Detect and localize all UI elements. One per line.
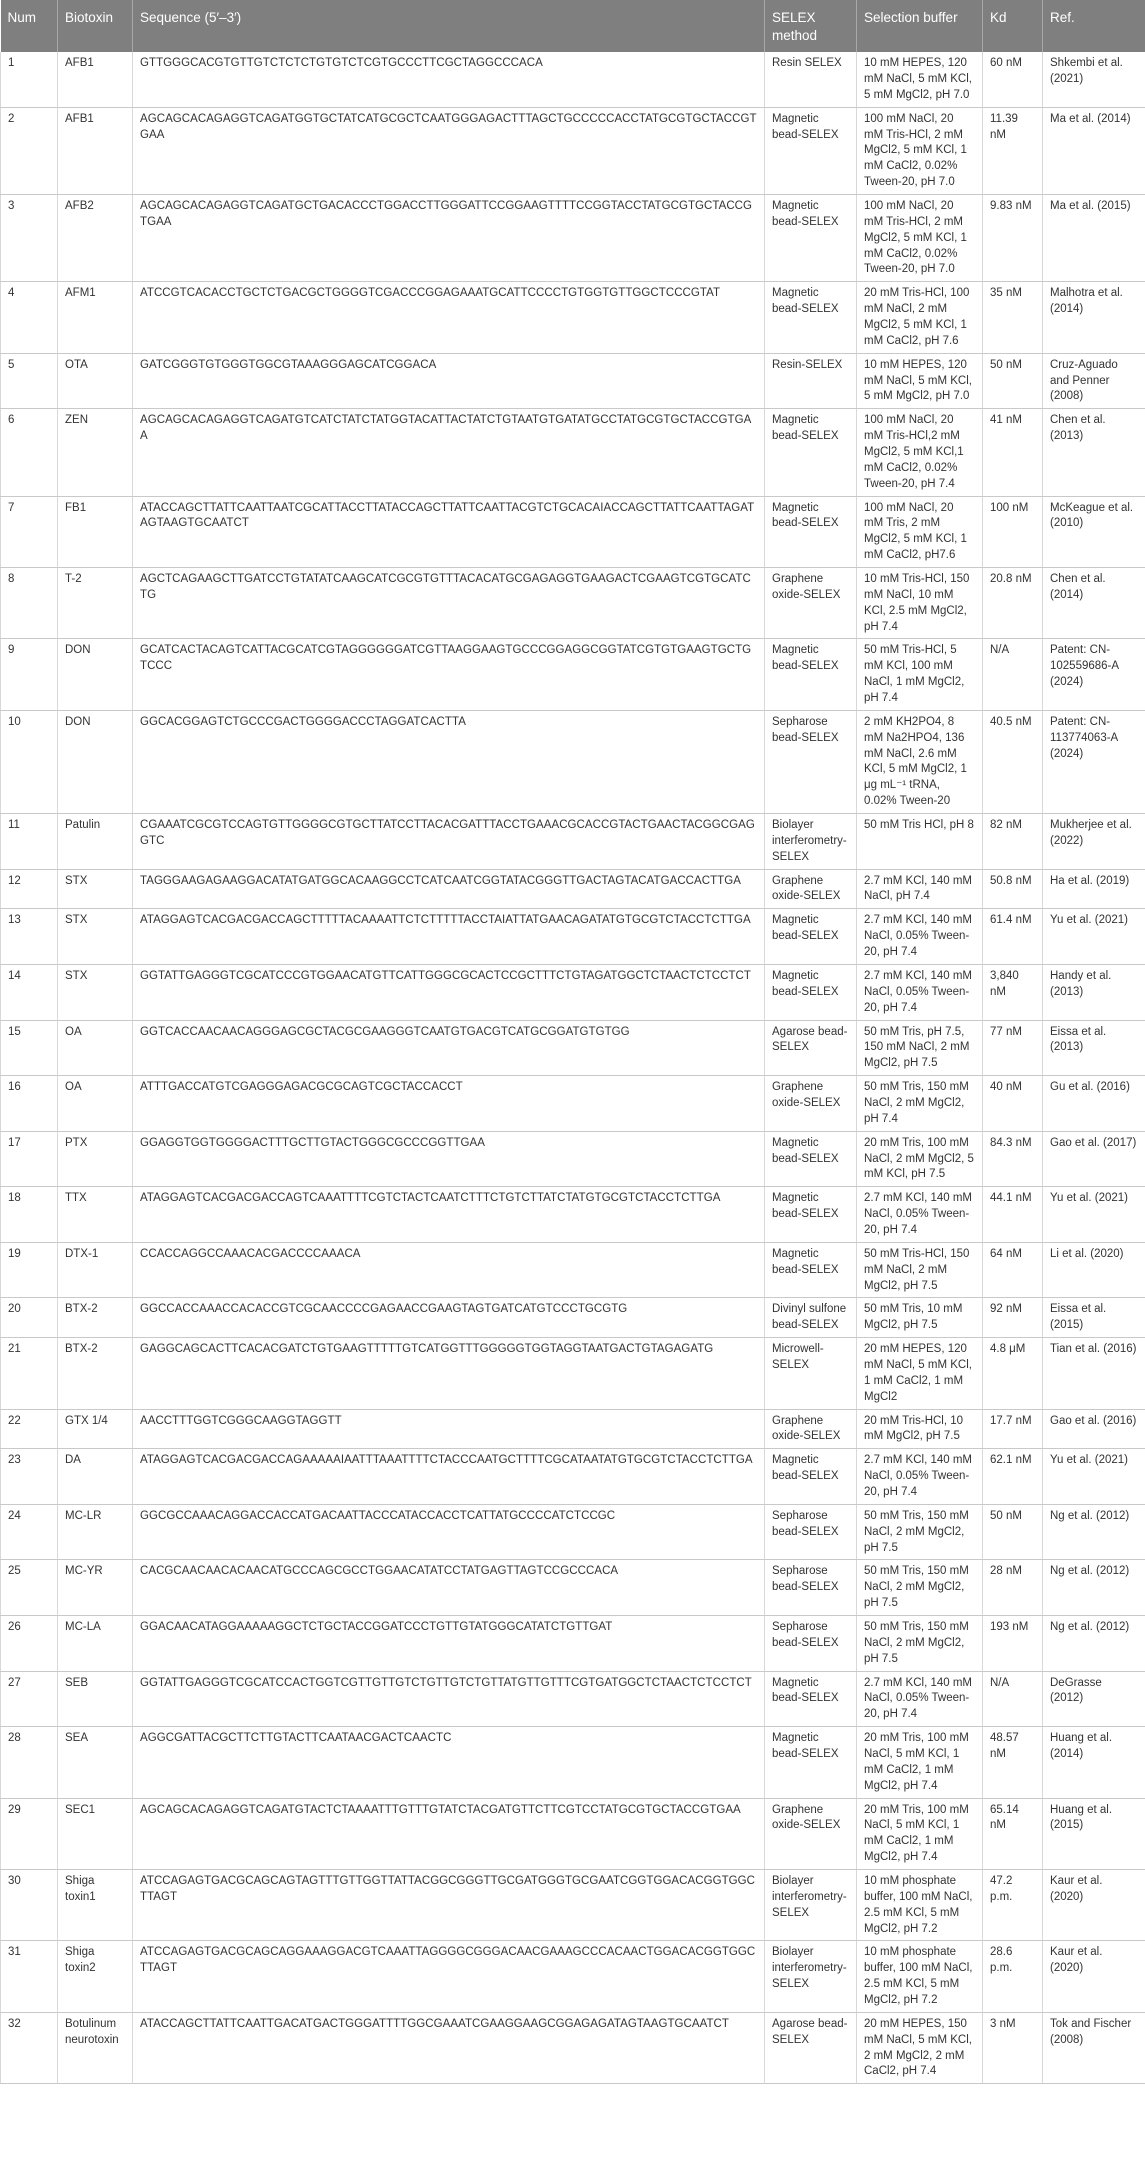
cell-biotoxin: DA xyxy=(58,1449,133,1505)
cell-sequence: GTTGGGCACGTGTTGTCTCTCTGTGTCTCGTGCCCTTCGCTAGGCCCACA xyxy=(133,52,765,107)
cell-ref: Ma et al. (2015) xyxy=(1043,194,1145,281)
cell-sequence: TAGGGAAGAGAAGGACATATGATGGCACAAGGCCTCATCAATCGGTATACGGGTTGACTAGTACATGACCACTTGA xyxy=(133,869,765,909)
cell-sequence: GGTCACCAACAACAGGGAGCGCTACGCGAAGGGTCAATGTGACGTCATGCGGATGTGTGG xyxy=(133,1020,765,1076)
cell-ref: Ng et al. (2012) xyxy=(1043,1504,1145,1560)
cell-kd: 40.5 nM xyxy=(983,710,1043,813)
cell-selection-buffer: 2.7 mM KCl, 140 mM NaCl, 0.05% Tween-20, pH 7.4 xyxy=(857,1187,983,1243)
cell-kd: 65.14 nM xyxy=(983,1798,1043,1869)
header-biotoxin: Biotoxin xyxy=(58,0,133,52)
cell-kd: 28 nM xyxy=(983,1560,1043,1616)
table-header xyxy=(1,0,1145,52)
table-row xyxy=(1,814,1145,870)
cell-biotoxin: PTX xyxy=(58,1131,133,1187)
cell-kd: 61.4 nM xyxy=(983,909,1043,965)
cell-biotoxin: STX xyxy=(58,909,133,965)
cell-ref: Eissa et al. (2013) xyxy=(1043,1020,1145,1076)
table-row xyxy=(1,2012,1145,2083)
cell-ref: Kaur et al. (2020) xyxy=(1043,1941,1145,2012)
cell-num: 18 xyxy=(1,1187,58,1243)
cell-num: 32 xyxy=(1,2012,58,2083)
cell-sequence: AACCTTTGGTCGGGCAAGGTAGGTT xyxy=(133,1409,765,1449)
cell-sequence: ATTTGACCATGTCGAGGGAGACGCGCAGTCGCTACCACCT xyxy=(133,1076,765,1132)
cell-sequence: ATCCAGAGTGACGCAGCAGTAGTTTGTTGGTTATTACGGCGGGTTGCGATGGGTGCGAATCGGTGGACACGGTGGCTTAGT xyxy=(133,1870,765,1941)
cell-num: 29 xyxy=(1,1798,58,1869)
cell-sequence: GGACAACATAGGAAAAAGGCTCTGCTACCGGATCCCTGTTGTATGGGCATATCTGTTGAT xyxy=(133,1616,765,1672)
cell-selex-method: Magnetic bead-SELEX xyxy=(765,1187,857,1243)
cell-num: 19 xyxy=(1,1242,58,1298)
cell-sequence: GGCGCCAAACAGGACCACCATGACAATTACCCATACCACCTCATTATGCCCCATCTCCGC xyxy=(133,1504,765,1560)
cell-sequence: GCATCACTACAGTCATTACGCATCGTAGGGGGGATCGTTAAGGAAGTGCCCGGAGGCGGTATCGTGTGAAGTGCTGTCCC xyxy=(133,639,765,710)
cell-selection-buffer: 20 mM Tris, 100 mM NaCl, 2 mM MgCl2, 5 mM KCl, pH 7.5 xyxy=(857,1131,983,1187)
table-row xyxy=(1,1671,1145,1727)
cell-ref: Cruz-Aguado and Penner (2008) xyxy=(1043,353,1145,409)
cell-ref: Chen et al. (2014) xyxy=(1043,568,1145,639)
cell-ref: Ng et al. (2012) xyxy=(1043,1616,1145,1672)
header-ref: Ref. xyxy=(1043,0,1145,52)
table-row xyxy=(1,1449,1145,1505)
table-row xyxy=(1,568,1145,639)
table-row xyxy=(1,1560,1145,1616)
cell-kd: N/A xyxy=(983,1671,1043,1727)
cell-ref: Gao et al. (2017) xyxy=(1043,1131,1145,1187)
cell-selection-buffer: 10 mM phosphate buffer, 100 mM NaCl, 2.5 mM KCl, 5 mM MgCl2, pH 7.2 xyxy=(857,1870,983,1941)
cell-sequence: CGAAATCGCGTCCAGTGTTGGGGCGTGCTTATCCTTACACGATTTACCTGAAACGCACCGTACTGAACTACGGCGAGGTC xyxy=(133,814,765,870)
cell-num: 16 xyxy=(1,1076,58,1132)
cell-ref: Gu et al. (2016) xyxy=(1043,1076,1145,1132)
cell-kd: 64 nM xyxy=(983,1242,1043,1298)
cell-ref: Huang et al. (2014) xyxy=(1043,1727,1145,1798)
cell-sequence: AGCAGCACAGAGGTCAGATGCTGACACCCTGGACCTTGGGATTCCGGAAGTTTTCCGGTACCTATGCGTGCTACCGTGAA xyxy=(133,194,765,281)
cell-selection-buffer: 100 mM NaCl, 20 mM Tris-HCl,2 mM MgCl2, 5 mM KCl,1 mM CaCl2, 0.02% Tween-20, pH 7.4 xyxy=(857,409,983,496)
cell-biotoxin: AFM1 xyxy=(58,282,133,353)
cell-num: 26 xyxy=(1,1616,58,1672)
cell-selex-method: Magnetic bead-SELEX xyxy=(765,496,857,567)
cell-selection-buffer: 10 mM HEPES, 120 mM NaCl, 5 mM KCl, 5 mM MgCl2, pH 7.0 xyxy=(857,52,983,107)
cell-selex-method: Magnetic bead-SELEX xyxy=(765,1131,857,1187)
cell-biotoxin: STX xyxy=(58,869,133,909)
cell-selex-method: Magnetic bead-SELEX xyxy=(765,639,857,710)
cell-sequence: GGCCACCAAACCACACCGTCGCAACCCCGAGAACCGAAGTAGTGATCATGTCCCTGCGTG xyxy=(133,1298,765,1338)
cell-num: 21 xyxy=(1,1338,58,1409)
cell-selection-buffer: 20 mM Tris, 100 mM NaCl, 5 mM KCl, 1 mM CaCl2, 1 mM MgCl2, pH 7.4 xyxy=(857,1798,983,1869)
cell-kd: 50 nM xyxy=(983,1504,1043,1560)
cell-sequence: GGCACGGAGTCTGCCCGACTGGGGACCCTAGGATCACTTA xyxy=(133,710,765,813)
cell-sequence: GGTATTGAGGGTCGCATCCACTGGTCGTTGTTGTCTGTTGTCTGTTATGTTGTTTCGTGATGGCTCTAACTCTCCTCT xyxy=(133,1671,765,1727)
cell-selex-method: Graphene oxide-SELEX xyxy=(765,869,857,909)
cell-biotoxin: Shiga toxin1 xyxy=(58,1870,133,1941)
cell-ref: Kaur et al. (2020) xyxy=(1043,1870,1145,1941)
cell-biotoxin: OA xyxy=(58,1076,133,1132)
cell-selex-method: Sepharose bead-SELEX xyxy=(765,710,857,813)
table-row xyxy=(1,1020,1145,1076)
cell-selection-buffer: 50 mM Tris HCl, pH 8 xyxy=(857,814,983,870)
cell-selex-method: Magnetic bead-SELEX xyxy=(765,1727,857,1798)
table-row xyxy=(1,52,1145,107)
table-row xyxy=(1,710,1145,813)
cell-biotoxin: DON xyxy=(58,710,133,813)
cell-num: 30 xyxy=(1,1870,58,1941)
header-kd: Kd xyxy=(983,0,1043,52)
cell-selex-method: Magnetic bead-SELEX xyxy=(765,1449,857,1505)
cell-selection-buffer: 50 mM Tris-HCl, 150 mM NaCl, 2 mM MgCl2, pH 7.5 xyxy=(857,1242,983,1298)
cell-kd: 48.57 nM xyxy=(983,1727,1043,1798)
cell-ref: Shkembi et al. (2021) xyxy=(1043,52,1145,107)
cell-selection-buffer: 20 mM HEPES, 120 mM NaCl, 5 mM KCl, 1 mM CaCl2, 1 mM MgCl2 xyxy=(857,1338,983,1409)
cell-num: 9 xyxy=(1,639,58,710)
table-row xyxy=(1,1076,1145,1132)
cell-biotoxin: Shiga toxin2 xyxy=(58,1941,133,2012)
cell-sequence: ATACCAGCTTATTCAATTAATCGCATTACCTTATACCAGCTTATTCAATTACGTCTGCACAIACCAGCTTATTCAATTAGATAGTAAGTGCAATCT xyxy=(133,496,765,567)
cell-kd: 84.3 nM xyxy=(983,1131,1043,1187)
cell-ref: McKeague et al. (2010) xyxy=(1043,496,1145,567)
cell-biotoxin: SEB xyxy=(58,1671,133,1727)
cell-num: 8 xyxy=(1,568,58,639)
cell-selex-method: Biolayer interferometry-SELEX xyxy=(765,814,857,870)
cell-num: 13 xyxy=(1,909,58,965)
cell-biotoxin: BTX-2 xyxy=(58,1338,133,1409)
table-row xyxy=(1,1504,1145,1560)
cell-num: 22 xyxy=(1,1409,58,1449)
cell-biotoxin: STX xyxy=(58,964,133,1020)
cell-biotoxin: OTA xyxy=(58,353,133,409)
cell-sequence: AGCAGCACAGAGGTCAGATGTCATCTATCTATGGTACATTACTATCTGTAATGTGATATGCCTATGCGTGCTACCGTGAA xyxy=(133,409,765,496)
cell-kd: 3,840 nM xyxy=(983,964,1043,1020)
cell-selection-buffer: 50 mM Tris, 10 mM MgCl2, pH 7.5 xyxy=(857,1298,983,1338)
cell-biotoxin: BTX-2 xyxy=(58,1298,133,1338)
cell-kd: 47.2 p.m. xyxy=(983,1870,1043,1941)
cell-kd: 28.6 p.m. xyxy=(983,1941,1043,2012)
cell-selection-buffer: 20 mM Tris, 100 mM NaCl, 5 mM KCl, 1 mM CaCl2, 1 mM MgCl2, pH 7.4 xyxy=(857,1727,983,1798)
cell-sequence: ATACCAGCTTATTCAATTGACATGACTGGGATTTTGGCGAAATCGAAGGAAGCGGAGAGATAGTAAGTGCAATCT xyxy=(133,2012,765,2083)
cell-selection-buffer: 100 mM NaCl, 20 mM Tris-HCl, 2 mM MgCl2, 5 mM KCl, 1 mM CaCl2, 0.02% Tween-20, pH 7.0 xyxy=(857,107,983,194)
cell-selection-buffer: 50 mM Tris, 150 mM NaCl, 2 mM MgCl2, pH 7.5 xyxy=(857,1616,983,1672)
cell-num: 4 xyxy=(1,282,58,353)
cell-selection-buffer: 10 mM HEPES, 120 mM NaCl, 5 mM KCl, 5 mM MgCl2, pH 7.0 xyxy=(857,353,983,409)
header-selection-buffer: Selection buffer xyxy=(857,0,983,52)
cell-biotoxin: TTX xyxy=(58,1187,133,1243)
cell-sequence: GGTATTGAGGGTCGCATCCCGTGGAACATGTTCATTGGGCGCACTCCGCTTTCTGTAGATGGCTCTAACTCTCCTCT xyxy=(133,964,765,1020)
cell-ref: Ha et al. (2019) xyxy=(1043,869,1145,909)
table-row xyxy=(1,1298,1145,1338)
cell-num: 14 xyxy=(1,964,58,1020)
cell-selex-method: Agarose bead-SELEX xyxy=(765,1020,857,1076)
cell-ref: Ng et al. (2012) xyxy=(1043,1560,1145,1616)
cell-sequence: AGCAGCACAGAGGTCAGATGTACTCTAAAATTTGTTTGTATCTACGATGTTCTTCGTCCTATGCGTGCTACCGTGAA xyxy=(133,1798,765,1869)
cell-num: 27 xyxy=(1,1671,58,1727)
cell-biotoxin: AFB2 xyxy=(58,194,133,281)
cell-selection-buffer: 10 mM Tris-HCl, 150 mM NaCl, 10 mM KCl, 2.5 mM MgCl2, pH 7.4 xyxy=(857,568,983,639)
cell-kd: 193 nM xyxy=(983,1616,1043,1672)
table-row xyxy=(1,1941,1145,2012)
cell-ref: Tian et al. (2016) xyxy=(1043,1338,1145,1409)
cell-selection-buffer: 20 mM Tris-HCl, 100 mM NaCl, 2 mM MgCl2, 5 mM KCl, 1 mM CaCl2, pH 7.6 xyxy=(857,282,983,353)
table-row xyxy=(1,1727,1145,1798)
cell-num: 7 xyxy=(1,496,58,567)
cell-selex-method: Biolayer interferometry-SELEX xyxy=(765,1941,857,2012)
cell-biotoxin: DON xyxy=(58,639,133,710)
cell-sequence: GGAGGTGGTGGGGACTTTGCTTGTACTGGGCGCCCGGTTGAA xyxy=(133,1131,765,1187)
cell-selection-buffer: 2.7 mM KCl, 140 mM NaCl, 0.05% Tween-20, pH 7.4 xyxy=(857,964,983,1020)
table-row xyxy=(1,1338,1145,1409)
table-row xyxy=(1,1131,1145,1187)
cell-num: 6 xyxy=(1,409,58,496)
cell-ref: Yu et al. (2021) xyxy=(1043,909,1145,965)
cell-kd: 11.39 nM xyxy=(983,107,1043,194)
cell-selex-method: Graphene oxide-SELEX xyxy=(765,1409,857,1449)
cell-num: 3 xyxy=(1,194,58,281)
cell-kd: 50 nM xyxy=(983,353,1043,409)
cell-selex-method: Sepharose bead-SELEX xyxy=(765,1504,857,1560)
cell-num: 24 xyxy=(1,1504,58,1560)
cell-kd: 35 nM xyxy=(983,282,1043,353)
cell-ref: Malhotra et al. (2014) xyxy=(1043,282,1145,353)
cell-selection-buffer: 100 mM NaCl, 20 mM Tris-HCl, 2 mM MgCl2, 5 mM KCl, 1 mM CaCl2, 0.02% Tween-20, pH 7.0 xyxy=(857,194,983,281)
cell-sequence: ATAGGAGTCACGACGACCAGCTTTTTACAAAATTCTCTTTTTACCTAIATTATGAACAGATATGTGCGTCTACCTCTTGA xyxy=(133,909,765,965)
cell-selex-method: Sepharose bead-SELEX xyxy=(765,1560,857,1616)
cell-selection-buffer: 50 mM Tris, 150 mM NaCl, 2 mM MgCl2, pH 7.4 xyxy=(857,1076,983,1132)
cell-sequence: GATCGGGTGTGGGTGGCGTAAAGGGAGCATCGGACA xyxy=(133,353,765,409)
cell-selection-buffer: 2.7 mM KCl, 140 mM NaCl, 0.05% Tween-20, pH 7.4 xyxy=(857,909,983,965)
cell-selex-method: Graphene oxide-SELEX xyxy=(765,1798,857,1869)
table-row xyxy=(1,194,1145,281)
cell-biotoxin: MC-LA xyxy=(58,1616,133,1672)
cell-ref: Handy et al. (2013) xyxy=(1043,964,1145,1020)
table-row xyxy=(1,409,1145,496)
cell-biotoxin: Patulin xyxy=(58,814,133,870)
cell-biotoxin: ZEN xyxy=(58,409,133,496)
cell-kd: 100 nM xyxy=(983,496,1043,567)
cell-biotoxin: OA xyxy=(58,1020,133,1076)
cell-kd: 4.8 μM xyxy=(983,1338,1043,1409)
table-row xyxy=(1,1409,1145,1449)
cell-selex-method: Magnetic bead-SELEX xyxy=(765,107,857,194)
table-row xyxy=(1,1242,1145,1298)
cell-selex-method: Agarose bead-SELEX xyxy=(765,2012,857,2083)
cell-num: 1 xyxy=(1,52,58,107)
cell-selection-buffer: 20 mM HEPES, 150 mM NaCl, 5 mM KCl, 2 mM MgCl2, 2 mM CaCl2, pH 7.4 xyxy=(857,2012,983,2083)
cell-biotoxin: Botulinum neurotoxin xyxy=(58,2012,133,2083)
cell-selex-method: Sepharose bead-SELEX xyxy=(765,1616,857,1672)
cell-kd: 60 nM xyxy=(983,52,1043,107)
cell-num: 28 xyxy=(1,1727,58,1798)
cell-selex-method: Magnetic bead-SELEX xyxy=(765,1242,857,1298)
table-row xyxy=(1,964,1145,1020)
cell-ref: DeGrasse (2012) xyxy=(1043,1671,1145,1727)
cell-kd: 9.83 nM xyxy=(983,194,1043,281)
cell-sequence: ATAGGAGTCACGACGACCAGAAAAAIAATTTAAATTTTCTACCCAATGCTTTTCGCATAATATGTGCGTCTACCTCTTGA xyxy=(133,1449,765,1505)
cell-biotoxin: T-2 xyxy=(58,568,133,639)
cell-sequence: CACGCAACAACACAACATGCCCAGCGCCTGGAACATATCCTATGAGTTAGTCCGCCCACA xyxy=(133,1560,765,1616)
table-row xyxy=(1,1616,1145,1672)
cell-selex-method: Graphene oxide-SELEX xyxy=(765,568,857,639)
cell-biotoxin: SEA xyxy=(58,1727,133,1798)
cell-kd: N/A xyxy=(983,639,1043,710)
table-row xyxy=(1,282,1145,353)
header-selex-method: SELEX method xyxy=(765,0,857,52)
cell-selection-buffer: 2.7 mM KCl, 140 mM NaCl, 0.05% Tween-20, pH 7.4 xyxy=(857,1671,983,1727)
cell-kd: 20.8 nM xyxy=(983,568,1043,639)
cell-ref: Eissa et al. (2015) xyxy=(1043,1298,1145,1338)
table-row xyxy=(1,639,1145,710)
cell-num: 10 xyxy=(1,710,58,813)
cell-num: 23 xyxy=(1,1449,58,1505)
cell-num: 20 xyxy=(1,1298,58,1338)
cell-ref: Patent: CN-113774063-A (2024) xyxy=(1043,710,1145,813)
cell-selection-buffer: 50 mM Tris, 150 mM NaCl, 2 mM MgCl2, pH 7.5 xyxy=(857,1560,983,1616)
cell-selection-buffer: 100 mM NaCl, 20 mM Tris, 2 mM MgCl2, 5 mM KCl, 1 mM CaCl2, pH7.6 xyxy=(857,496,983,567)
cell-biotoxin: GTX 1/4 xyxy=(58,1409,133,1449)
cell-sequence: CCACCAGGCCAAACACGACCCCAAACA xyxy=(133,1242,765,1298)
table-row xyxy=(1,1870,1145,1941)
cell-ref: Mukherjee et al. (2022) xyxy=(1043,814,1145,870)
cell-biotoxin: DTX-1 xyxy=(58,1242,133,1298)
cell-ref: Huang et al. (2015) xyxy=(1043,1798,1145,1869)
cell-kd: 41 nM xyxy=(983,409,1043,496)
cell-selex-method: Magnetic bead-SELEX xyxy=(765,409,857,496)
cell-ref: Patent: CN-102559686-A (2024) xyxy=(1043,639,1145,710)
cell-num: 5 xyxy=(1,353,58,409)
cell-sequence: ATCCGTCACACCTGCTCTGACGCTGGGGTCGACCCGGAGAAATGCATTCCCCTGTGGTGTTGGCTCCCGTAT xyxy=(133,282,765,353)
cell-selection-buffer: 50 mM Tris, 150 mM NaCl, 2 mM MgCl2, pH 7.5 xyxy=(857,1504,983,1560)
cell-selection-buffer: 20 mM Tris-HCl, 10 mM MgCl2, pH 7.5 xyxy=(857,1409,983,1449)
cell-selection-buffer: 50 mM Tris, pH 7.5, 150 mM NaCl, 2 mM MgCl2, pH 7.5 xyxy=(857,1020,983,1076)
cell-selex-method: Biolayer interferometry-SELEX xyxy=(765,1870,857,1941)
cell-kd: 92 nM xyxy=(983,1298,1043,1338)
cell-ref: Li et al. (2020) xyxy=(1043,1242,1145,1298)
cell-num: 25 xyxy=(1,1560,58,1616)
cell-num: 15 xyxy=(1,1020,58,1076)
cell-biotoxin: MC-YR xyxy=(58,1560,133,1616)
cell-kd: 82 nM xyxy=(983,814,1043,870)
cell-sequence: ATAGGAGTCACGACGACCAGTCAAATTTTCGTCTACTCAATCTTTCTGTCTTATCTATGTGCGTCTACCTCTTGA xyxy=(133,1187,765,1243)
cell-num: 17 xyxy=(1,1131,58,1187)
cell-selex-method: Microwell-SELEX xyxy=(765,1338,857,1409)
table-body xyxy=(1,52,1145,2084)
cell-num: 2 xyxy=(1,107,58,194)
cell-kd: 17.7 nM xyxy=(983,1409,1043,1449)
cell-ref: Ma et al. (2014) xyxy=(1043,107,1145,194)
cell-kd: 77 nM xyxy=(983,1020,1043,1076)
table-row xyxy=(1,107,1145,194)
cell-selex-method: Graphene oxide-SELEX xyxy=(765,1076,857,1132)
table-row xyxy=(1,869,1145,909)
cell-sequence: GAGGCAGCACTTCACACGATCTGTGAAGTTTTTGTCATGGTTTGGGGGTGGTAGGTAATGACTGTAGAGATG xyxy=(133,1338,765,1409)
cell-selection-buffer: 2.7 mM KCl, 140 mM NaCl, pH 7.4 xyxy=(857,869,983,909)
cell-num: 31 xyxy=(1,1941,58,2012)
cell-selection-buffer: 10 mM phosphate buffer, 100 mM NaCl, 2.5 mM KCl, 5 mM MgCl2, pH 7.2 xyxy=(857,1941,983,2012)
cell-selex-method: Divinyl sulfone bead-SELEX xyxy=(765,1298,857,1338)
table-row xyxy=(1,496,1145,567)
cell-sequence: ATCCAGAGTGACGCAGCAGGAAAGGACGTCAAATTAGGGGCGGGACAACGAAAGCCCACAACTGGACACGGTGGCTTAGT xyxy=(133,1941,765,2012)
header-sequence: Sequence (5′–3′) xyxy=(133,0,765,52)
table-row xyxy=(1,1798,1145,1869)
cell-selection-buffer: 2 mM KH2PO4, 8 mM Na2HPO4, 136 mM NaCl, 2.6 mM KCl, 5 mM MgCl2, 1 μg mL⁻¹ tRNA, 0.02% Tween-20 xyxy=(857,710,983,813)
cell-sequence: AGCAGCACAGAGGTCAGATGGTGCTATCATGCGCTCAATGGGAGACTTTAGCTGCCCCCACCTATGCGTGCTACCGTGAA xyxy=(133,107,765,194)
cell-selex-method: Magnetic bead-SELEX xyxy=(765,964,857,1020)
cell-kd: 40 nM xyxy=(983,1076,1043,1132)
cell-biotoxin: AFB1 xyxy=(58,52,133,107)
cell-selex-method: Resin SELEX xyxy=(765,52,857,107)
header-num: Num xyxy=(1,0,58,52)
header-row xyxy=(1,0,1145,52)
cell-ref: Tok and Fischer (2008) xyxy=(1043,2012,1145,2083)
cell-num: 11 xyxy=(1,814,58,870)
cell-num: 12 xyxy=(1,869,58,909)
cell-selex-method: Magnetic bead-SELEX xyxy=(765,1671,857,1727)
cell-selex-method: Magnetic bead-SELEX xyxy=(765,909,857,965)
cell-selex-method: Resin-SELEX xyxy=(765,353,857,409)
cell-kd: 62.1 nM xyxy=(983,1449,1043,1505)
table-row xyxy=(1,353,1145,409)
cell-ref: Yu et al. (2021) xyxy=(1043,1449,1145,1505)
cell-biotoxin: SEC1 xyxy=(58,1798,133,1869)
cell-ref: Chen et al. (2013) xyxy=(1043,409,1145,496)
cell-ref: Yu et al. (2021) xyxy=(1043,1187,1145,1243)
cell-selection-buffer: 2.7 mM KCl, 140 mM NaCl, 0.05% Tween-20, pH 7.4 xyxy=(857,1449,983,1505)
cell-biotoxin: MC-LR xyxy=(58,1504,133,1560)
cell-kd: 3 nM xyxy=(983,2012,1043,2083)
cell-selex-method: Magnetic bead-SELEX xyxy=(765,282,857,353)
table-row xyxy=(1,1187,1145,1243)
table-row xyxy=(1,909,1145,965)
cell-selex-method: Magnetic bead-SELEX xyxy=(765,194,857,281)
cell-biotoxin: FB1 xyxy=(58,496,133,567)
cell-biotoxin: AFB1 xyxy=(58,107,133,194)
cell-sequence: AGGCGATTACGCTTCTTGTACTTCAATAACGACTCAACTC xyxy=(133,1727,765,1798)
cell-selection-buffer: 50 mM Tris-HCl, 5 mM KCl, 100 mM NaCl, 1 mM MgCl2, pH 7.4 xyxy=(857,639,983,710)
cell-kd: 50.8 nM xyxy=(983,869,1043,909)
cell-kd: 44.1 nM xyxy=(983,1187,1043,1243)
cell-ref: Gao et al. (2016) xyxy=(1043,1409,1145,1449)
cell-sequence: AGCTCAGAAGCTTGATCCTGTATATCAAGCATCGCGTGTTTACACATGCGAGAGGTGAAGACTCGAAGTCGTGCATCTG xyxy=(133,568,765,639)
